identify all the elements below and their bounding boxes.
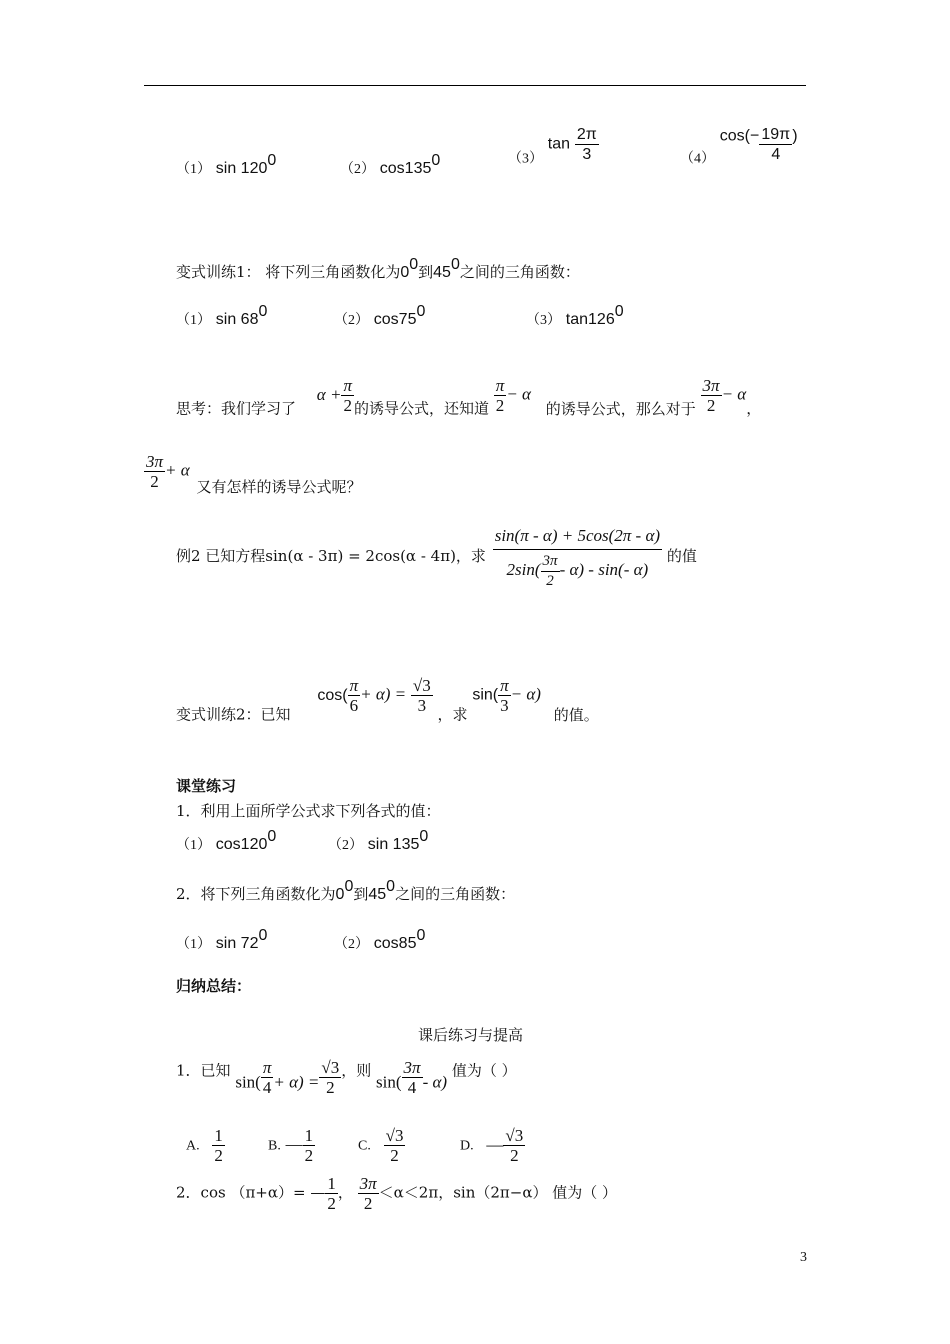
fraction: $\frac{3\pi}{2}$	[146, 452, 164, 491]
practice-title: 课堂练习	[176, 777, 237, 795]
fraction: $\frac{1}{2}$	[214, 1126, 223, 1165]
fraction: $\frac{1}{2}$	[327, 1174, 336, 1213]
fraction: $\frac{3\pi}{2}$	[702, 376, 720, 415]
item-number: （4）	[680, 151, 715, 167]
fraction: $\frac{√3}{2}$	[505, 1126, 524, 1165]
item-number: （2）	[340, 162, 375, 177]
practice-q1-item-1: （1） $\cos 120^0$	[176, 828, 277, 853]
option-c: C. $\frac{√3}{2}$	[358, 1126, 404, 1165]
q1-item-3	[508, 125, 599, 168]
fraction: $\frac{√3}{3}$	[412, 676, 431, 715]
big-fraction: sin(π - α) + 5cos(2π - α) 2sin( $\frac{3\pi}{2}$ - α) - sin(- α)	[493, 523, 662, 591]
variant-1-item-1: （1） $\sin 68^0$	[176, 303, 268, 328]
header-rule	[144, 85, 806, 86]
item-number: （1）	[176, 162, 211, 177]
fraction: $\frac{3\pi}{2}$	[359, 1174, 377, 1213]
after-q2: 2．cos （π+α）= — $\frac{1}{2}$ ， $\frac{3\pi}{2}$ ＜α＜2π，sin（2π−α） 值为（ ）	[176, 1174, 617, 1213]
think-line-2: $\frac{3\pi}{2}$ + α 又有怎样的诱导公式呢？	[146, 452, 362, 496]
practice-q2: 2．将下列三角函数化为$0^0$到$45^0$之间的三角函数：	[176, 878, 516, 903]
practice-q1-item-2: （2） $\sin 135^0$	[328, 828, 429, 853]
after-q1: 1．已知 sin( $\frac{\pi}{4}$ + α) = $\frac{√3}{2}$ ，则 sin( $\frac{3\pi}{4}$ - α) 值为（ ）	[176, 1058, 517, 1097]
q1-item-1	[176, 152, 276, 178]
q1-item-2	[340, 152, 440, 178]
variant-1-heading: 变式训练1： 将下列三角函数化为$0^0$到$45^0$之间的三角函数：	[176, 256, 580, 281]
fraction: $\frac{√3}{2}$	[321, 1058, 340, 1097]
example-2: 例2 已知方程sin(α - 3π) = 2cos(α - 4π)，求 sin(π - α) + 5cos(2π - α) 2sin( $\frac{3\pi}{2}$ - α) - sin(- α) 的值	[176, 523, 697, 591]
practice-q2-item-2: （2） $\cos 85^0$	[334, 927, 426, 952]
option-a: A. $\frac{1}{2}$	[186, 1126, 223, 1165]
variant-2: 变式训练2：已知 cos( $\frac{\pi}{6}$ + α) = $\frac{√3}{3}$ ，求 sin( $\frac{\pi}{3}$ − α) 的值。	[176, 676, 599, 724]
fraction: $\frac{\pi}{6}$	[349, 676, 359, 715]
think-line-1: 思考：我们学习了 α + $\frac{\pi}{2}$ 的诱导公式，还知道 $\frac{\pi}{2}$ − α 的诱导公式，那么对于 $\frac{3\pi}{2}$ − α，	[176, 376, 762, 418]
fraction: $\frac{19\pi}{4}$	[761, 126, 791, 163]
fraction: $\frac{2\pi}{3}$	[576, 126, 597, 163]
fraction: $\frac{1}{2}$	[304, 1126, 314, 1165]
fraction: $\frac{\pi}{3}$	[500, 676, 509, 715]
item-number: （3）	[508, 151, 543, 167]
summary-title: 归纳总结：	[176, 977, 252, 995]
page-number: 3	[800, 1250, 807, 1265]
practice-q1: 1．利用上面所学公式求下列各式的值：	[176, 802, 441, 820]
after-class-title: 课后练习与提高	[418, 1026, 524, 1044]
fraction: $\frac{√3}{2}$	[385, 1126, 404, 1165]
math-expression: cos135	[379, 160, 432, 177]
variant-1-item-3: （3） $\tan 126^0$	[526, 303, 624, 328]
variant-1-item-2: （2） $\cos 75^0$	[334, 303, 426, 328]
q1-item-4: （4） cos(− $\frac{19\pi}{4}$ )	[680, 126, 798, 167]
option-b: B. — $\frac{1}{2}$	[268, 1126, 314, 1165]
degree-mark: 0	[431, 152, 441, 169]
option-d: D. — $\frac{√3}{2}$	[460, 1126, 524, 1165]
degree-mark: 0	[267, 152, 277, 169]
practice-q2-item-1: （1） $\sin 72^0$	[176, 927, 268, 952]
fraction: $\frac{\pi}{2}$	[495, 376, 505, 415]
fraction: $\frac{\pi}{2}$	[343, 376, 352, 415]
math-expression: sin 120	[215, 160, 268, 177]
math-expression: tan	[547, 135, 571, 153]
fraction: $\frac{3\pi}{4}$	[403, 1058, 421, 1097]
math-expression: cos(−	[719, 127, 760, 145]
fraction: $\frac{\pi}{4}$	[262, 1058, 272, 1097]
